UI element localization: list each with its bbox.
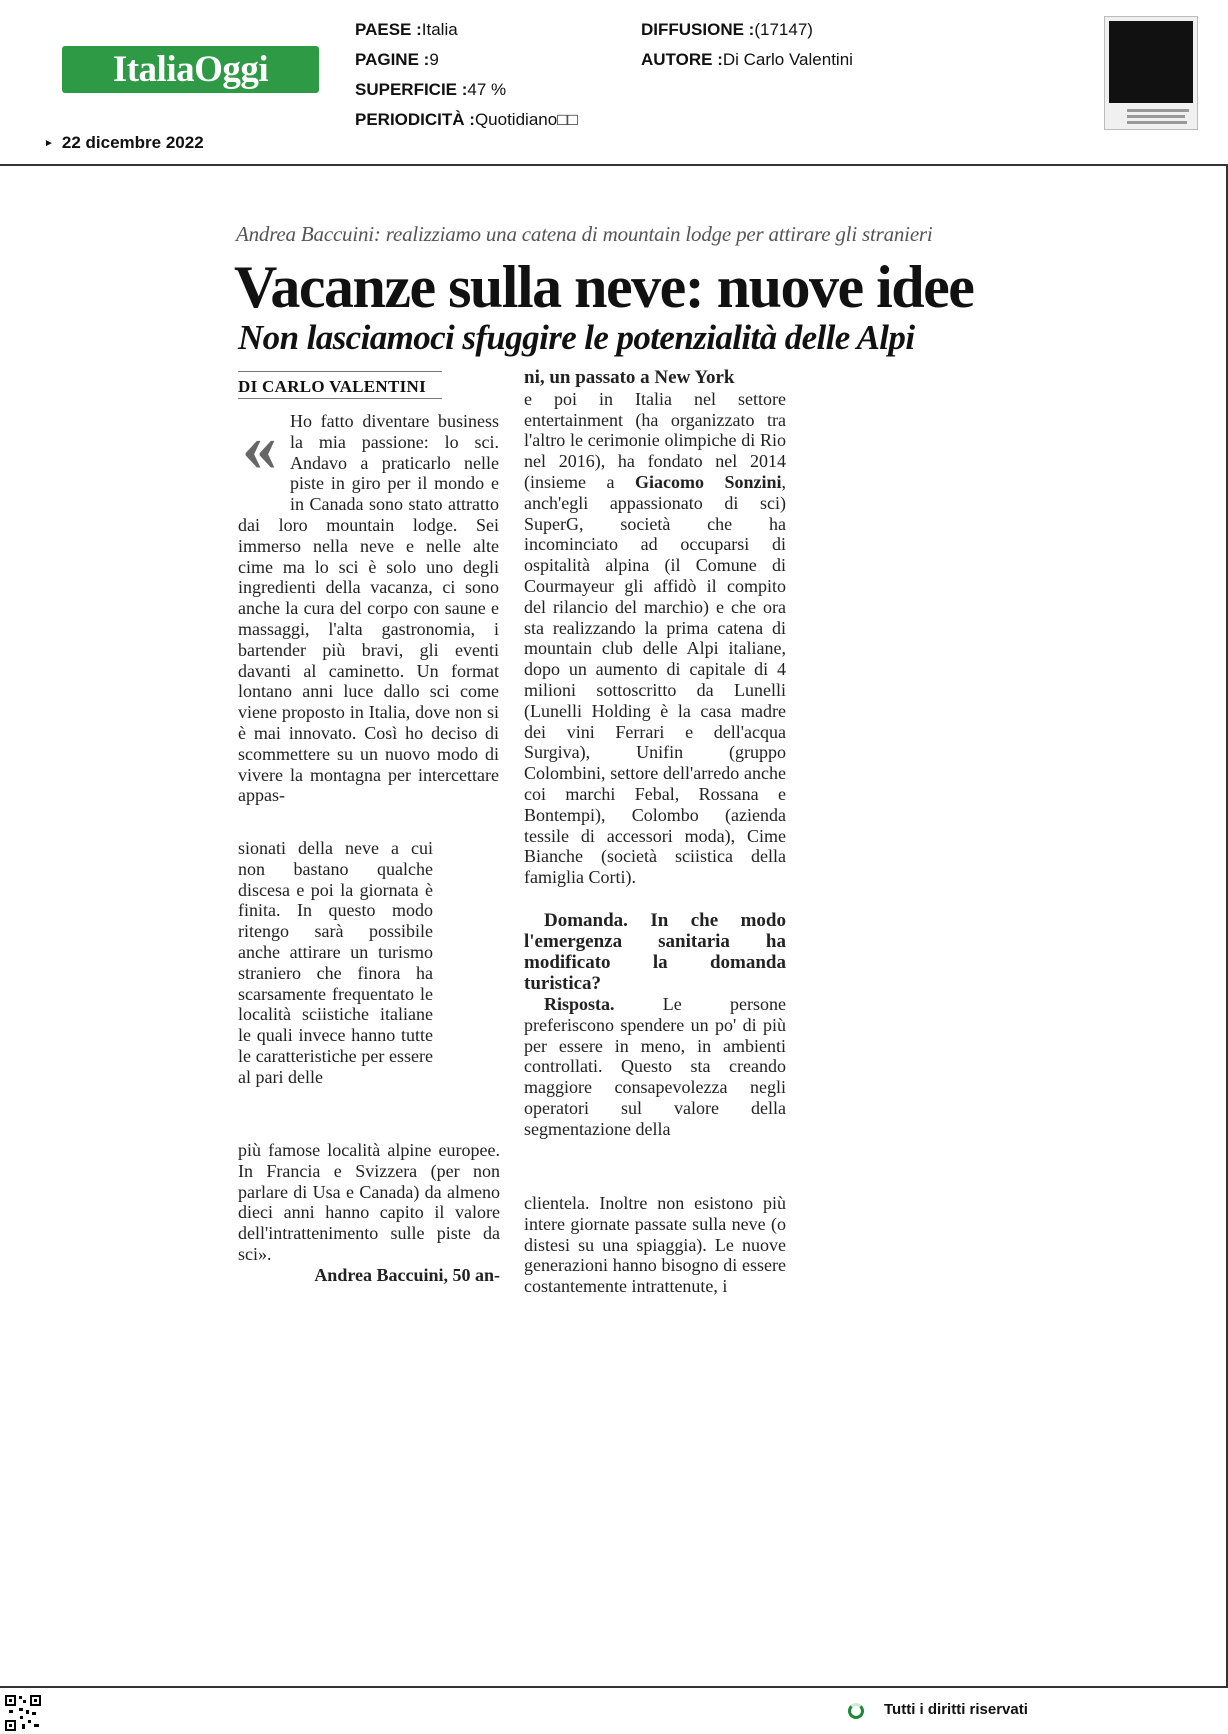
rights-notice: Tutti i diritti riservati	[884, 1701, 1028, 1718]
meta-paese: PAESE :Italia	[355, 20, 458, 39]
meta-superficie: SUPERFICIE :47 %	[355, 80, 507, 99]
drop-quote-space	[238, 411, 290, 509]
byline: DI CARLO VALENTINI	[238, 377, 427, 396]
meta-autore: AUTORE :Di Carlo Valentini	[641, 50, 853, 69]
italiaoggi-logo: ItaliaOggi	[62, 46, 319, 93]
page-thumbnail	[1104, 16, 1198, 130]
footer-rule	[0, 1686, 1228, 1688]
byline-rule	[238, 371, 442, 372]
date-text: 22 dicembre 2022	[61, 133, 204, 152]
meta-left	[355, 15, 578, 135]
col1-text: più famose località alpine europee. In Francia e Svizzera (per non parlare di Usa e Canada) da almeno dieci anni hanno capito il valore dell'intrattenimento sulle piste da sci».	[238, 1140, 500, 1264]
column-1-part-2	[238, 838, 433, 1088]
interviewee-intro: ni, un passato a New York	[524, 367, 735, 388]
column-2-part-1	[524, 368, 786, 1140]
col2-text: e poi in Italia nel settore entertainment (ha organizzato tra l'altro le cerimonie olimpiche di Rio nel 2016), ha fondato nel 2014 (insieme a Giacomo Sonzini, anch'egli appassionato di sci) SuperG, società che ha incominciato ad occuparsi di ospitalità alpina (il Comune di Courmayeur gli affidò il compito del rilancio del marchio) e che ora sta realizzando la prima catena di mountain club delle Alpi italiane, dopo un aumento di capitale di 4 milioni sottoscritto da Lunelli (Lunelli Holding è la casa madre dei vini Ferrari e dell'acqua Surgiva), Unifin (gruppo Colombini, settore dell'arredo anche coi marchi Febal, Rossana e Bontempi), Colombo (azienda tessile di accessori moda), Cime Bianche (società sciistica della famiglia Corti).	[524, 388, 786, 888]
column-1-part-3	[238, 1140, 500, 1286]
meta-periodicita: PERIODICITÀ :Quotidiano□□	[355, 110, 578, 129]
cofounder-name: Giacomo Sonzini	[634, 471, 782, 492]
interview-answer: Risposta. Le persone preferiscono spendere un po' di più per essere in meno, in ambienti controllati. Questo sta creando maggiore consapevolezza negli operatori sul valore della segmentazione della	[524, 993, 786, 1139]
answer-continued: clientela. Inoltre non esistono più intere giornate passate sulla neve (o distesi su una spiaggia). Le nuove generazioni hanno bisogno di essere costantemente intrattenute, i	[524, 1193, 786, 1297]
col1-text: Ho fatto diventare business la mia passione: lo sci. Andavo a praticarlo nelle piste in giro per il mondo e in Canada sono stato attratto dai loro mountain lodge. Sei immerso nella neve e nelle alte cime ma lo sci è solo uno degli ingredienti della vacanza, ci sono anche la cura del corpo con saune e massaggi, l'alta gastronomia, i bartender più bravi, gli eventi davanti al caminetto. Un format lontano anni luce dallo sci come viene proposto in Italia, dove non si è mai innovato. Così ho deciso di scommettere su un nuovo modo di vivere la montagna per intercettare appas-	[238, 411, 499, 806]
column-1-part-1	[238, 411, 499, 806]
meta-right	[641, 15, 853, 75]
meta-diffusione: DIFFUSIONE :(17147)	[641, 20, 813, 39]
article-subhead: Non lasciamoci sfuggire le potenzialità delle Alpi	[238, 318, 915, 357]
byline-rule	[238, 398, 442, 399]
loading-circle-icon	[848, 1703, 864, 1719]
publication-date	[44, 133, 204, 153]
column-2-part-2	[524, 1193, 786, 1297]
qr-code-icon	[4, 1694, 42, 1732]
col1-text: sionati della neve a cui non bastano qualche discesa e poi la giornata è finita. In questo modo ritengo sarà possibile anche attirare un turismo straniero che finora ha scarsamente frequentato le località sciistiche italiane le quali invece hanno tutte le caratteristiche per essere al pari delle	[238, 838, 433, 1087]
opening-quote-mark: «	[242, 409, 277, 486]
article-headline: Vacanze sulla neve: nuove idee	[234, 254, 974, 320]
interviewee-name: Andrea Baccuini, 50 an-	[314, 1264, 500, 1285]
meta-pagine: PAGINE :9	[355, 50, 439, 69]
article-kicker: Andrea Baccuini: realizziamo una catena di mountain lodge per attirare gli stranieri	[236, 222, 933, 246]
header-rule	[0, 164, 1228, 166]
triangle-right-icon: ►	[44, 138, 54, 149]
interview-question: Domanda. In che modo l'emergenza sanitaria ha modificato la domanda turistica?	[524, 909, 786, 994]
